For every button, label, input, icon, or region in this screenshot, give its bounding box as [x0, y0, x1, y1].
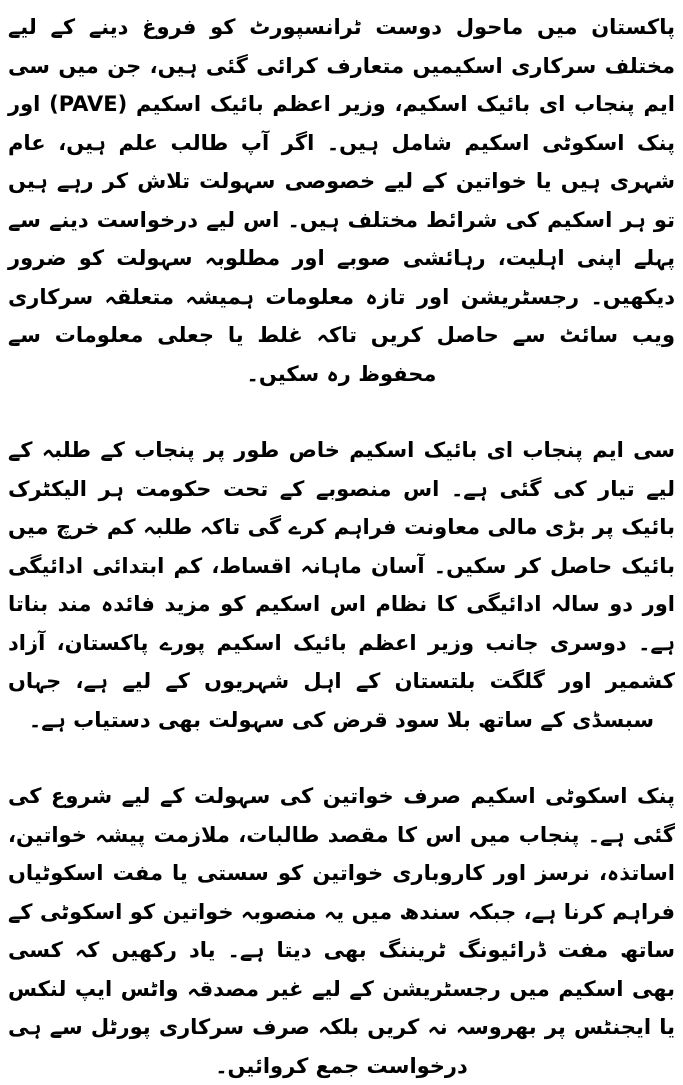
- e-bike-scheme-paragraph: سی ایم پنجاب ای بائیک اسکیم خاص طور پر پنجاب کے طلبہ کے لیے تیار کی گئی ہے۔ اس منصوبے کے تحت حکومت ہر الیکٹرک بائیک پر بڑی مالی معاونت فراہم کرے گی تاکہ طلبہ کم خرچ میں بائیک حاصل کر سکیں۔ آسان ماہانہ اقساط، کم ابتدائی ادائیگی اور دو سالہ ادائیگی کا نظام اس اسکیم کو مزید فائدہ مند بناتا ہے۔ دوسری جانب وزیر اعظم بائیک اسکیم پورے پاکستان، آزاد کشمیر اور گلگت بلتستان کے اہل شہریوں کے لیے ہے، جہاں سبسڈی کے ساتھ بلا سود قرض کی سہولت بھی دستیاب ہے۔: [8, 438, 675, 732]
- intro-paragraph: پاکستان میں ماحول دوست ٹرانسپورٹ کو فروغ دینے کے لیے مختلف سرکاری اسکیمیں متعارف کرائی گئی ہیں، جن میں سی ایم پنجاب ای بائیک اسکیم، وزیر اعظم بائیک اسکیم (PAVE) اور پنک اسکوٹی اسکیم شامل ہیں۔ اگر آپ طالب علم ہیں، عام شہری ہیں یا خواتین کے لیے خصوصی سہولت تلاش کر رہے ہیں تو ہر اسکیم کی شرائط مختلف ہیں۔ اس لیے درخواست دینے سے پہلے اپنی اہلیت، رہائشی صوبے اور مطلوبہ سہولت کو ضرور دیکھیں۔ رجسٹریشن اور تازہ معلومات ہمیشہ متعلقہ سرکاری ویب سائٹ سے حاصل کریں تاکہ غلط یا جعلی معلومات سے محفوظ رہ سکیں۔: [8, 15, 675, 386]
- pink-scooty-paragraph: پنک اسکوٹی اسکیم صرف خواتین کی سہولت کے لیے شروع کی گئی ہے۔ پنجاب میں اس کا مقصد طالبات، ملازمت پیشہ خواتین، اساتذہ، نرسز اور کاروباری خواتین کو سستی یا مفت اسکوٹیاں فراہم کرنا ہے، جبکہ سندھ میں یہ منصوبہ خواتین کو اسکوٹی کے ساتھ مفت ڈرائیونگ ٹریننگ بھی دیتا ہے۔ یاد رکھیں کہ کسی بھی اسکیم میں رجسٹریشن کے لیے غیر مصدقہ واٹس ایپ لنکس یا ایجنٹس پر بھروسہ نہ کریں بلکہ صرف سرکاری پورٹل سے ہی درخواست جمع کروائیں۔: [8, 784, 675, 1078]
